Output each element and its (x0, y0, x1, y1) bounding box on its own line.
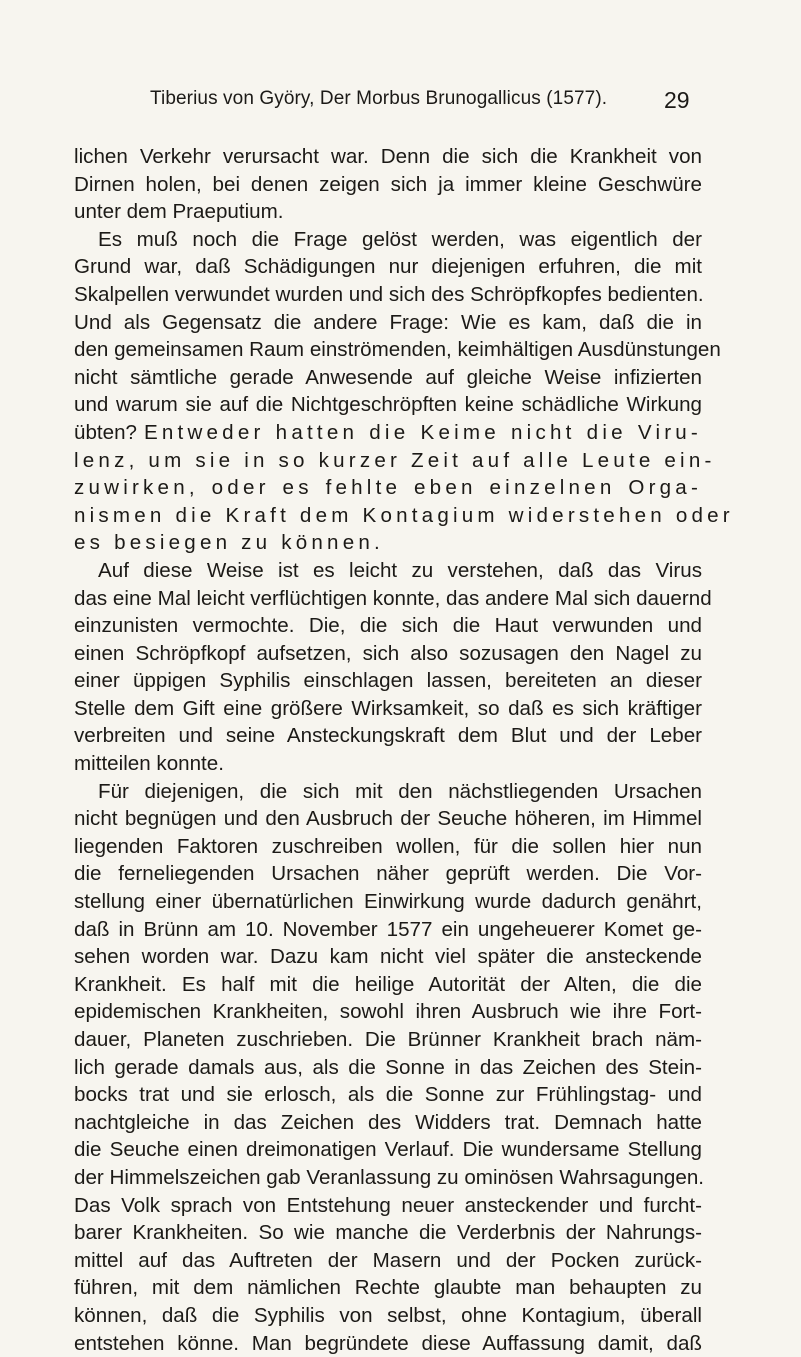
emphasized-text: es besiegen zu können. (74, 531, 384, 555)
text-line: entstehen könne. Man begründete diese Auffassung damit, daß (74, 1331, 702, 1355)
text-line: übten? Entweder hatten die Keime nicht die Viru- (74, 420, 702, 444)
text-line: unter dem Praeputium. (74, 200, 284, 224)
text-line (74, 474, 702, 502)
text-line: und warum sie auf die Nichtgeschröpften keine schädliche Wirkung (74, 393, 702, 417)
text-line: nachtgleiche in das Zeichen des Widders trat. Demnach hatte (74, 1110, 702, 1134)
text-line: liegenden Faktoren zuschreiben wollen, für die sollen hier nun (74, 834, 702, 858)
emphasized-text: Entweder hatten die Keime nicht die Viru- (143, 420, 702, 444)
text-line (74, 447, 716, 475)
running-head: Tiberius von Györy, Der Morbus Brunogallicus (1577). (150, 88, 608, 109)
text-line: lich gerade damals aus, als die Sonne in das Zeichen des Stein- (74, 1055, 702, 1079)
text-line: lichen Verkehr verursacht war. Denn die sich die Krankheit von (74, 145, 702, 168)
text-line: verbreiten und seine Ansteckungskraft dem Blut und der Leber (74, 724, 702, 748)
text-line: der Himmelszeichen gab Veranlassung zu ominösen Wahrsagungen. (74, 1165, 704, 1189)
text-line: Das Volk sprach von Entstehung neuer ansteckender und furcht- (74, 1193, 702, 1217)
emphasized-text: lenz, um sie in so kurzer Zeit auf alle Leute ein- (74, 448, 716, 472)
emphasized-text: nismen die Kraft dem Kontagium widerstehen oder (74, 503, 734, 527)
text-line: dauer, Planeten zuschrieben. Die Brünner Krankheit brach näm- (74, 1028, 702, 1051)
text-line: stellung einer übernatürlichen Einwirkung wurde dadurch genährt, (74, 890, 702, 914)
text-line: barer Krankheiten. So wie manche die Verderbnis der Nahrungs- (74, 1221, 702, 1245)
text-line: epidemischen Krankheiten, sowohl ihren Ausbruch wie ihre Fort- (74, 1000, 702, 1024)
text-line: können, daß die Syphilis von selbst, ohne Kontagium, überall (74, 1303, 702, 1327)
text-line: den gemeinsamen Raum einströmenden, keimhältigen Ausdünstungen (74, 338, 721, 362)
text-line: das eine Mal leicht verflüchtigen konnte, das andere Mal sich dauernd (74, 586, 712, 610)
text-line: einzunisten vermochte. Die, die sich die Haut verwunden und (74, 614, 702, 638)
text-line: Und als Gegensatz die andere Frage: Wie es kam, daß die in (74, 310, 702, 334)
text-line: Für diejenigen, die sich mit den nächstliegenden Ursachen (98, 779, 702, 803)
text-line: sehen worden war. Dazu kam nicht viel später die ansteckende (74, 945, 702, 969)
text-line: einen Schröpfkopf aufsetzen, sich also sozusagen den Nagel zu (74, 641, 702, 665)
text-line: Krankheit. Es half mit die heilige Autorität der Alten, die die (74, 972, 702, 996)
body-text (74, 143, 734, 1357)
text-line: mittel auf das Auftreten der Masern und der Pocken zurück- (74, 1248, 702, 1272)
text-line: nicht begnügen und den Ausbruch der Seuche höheren, im Himmel (74, 807, 702, 831)
text-line (74, 502, 734, 530)
text-line: nicht sämtliche gerade Anwesende auf gleiche Weise infizierten (74, 365, 702, 389)
text-line: Dirnen holen, bei denen zeigen sich ja immer kleine Geschwüre (74, 172, 702, 196)
text-line: daß in Brünn am 10. November 1577 ein ungeheuerer Komet ge- (74, 917, 702, 941)
text-line: die Seuche einen dreimonatigen Verlauf. Die wundersame Stellung (74, 1138, 702, 1162)
text-line: führen, mit dem nämlichen Rechte glaubte man behaupten zu (74, 1276, 702, 1300)
text-line: die ferneliegenden Ursachen näher geprüft werden. Die Vor- (74, 862, 702, 886)
emphasized-text: zuwirken, oder es fehlte eben einzelnen Orga- (74, 476, 702, 500)
page-number: 29 (664, 87, 690, 113)
text-line: mitteilen konnte. (74, 752, 224, 776)
text-line (74, 529, 702, 557)
text-line: Grund war, daß Schädigungen nur diejenigen erfuhren, die mit (74, 255, 702, 279)
text-line: Es muß noch die Frage gelöst werden, was eigentlich der (98, 227, 702, 251)
text-line: Auf diese Weise ist es leicht zu verstehen, daß das Virus (98, 558, 702, 582)
text-line: einer üppigen Syphilis einschlagen lassen, bereiteten an dieser (74, 669, 702, 693)
text-line: bocks trat und sie erlosch, als die Sonne zur Frühlingstag- und (74, 1083, 702, 1107)
text-line: Stelle dem Gift eine größere Wirksamkeit, so daß es sich kräftiger (74, 696, 702, 720)
text-line: Skalpellen verwundet wurden und sich des Schröpfkopfes bedienten. (74, 282, 704, 306)
